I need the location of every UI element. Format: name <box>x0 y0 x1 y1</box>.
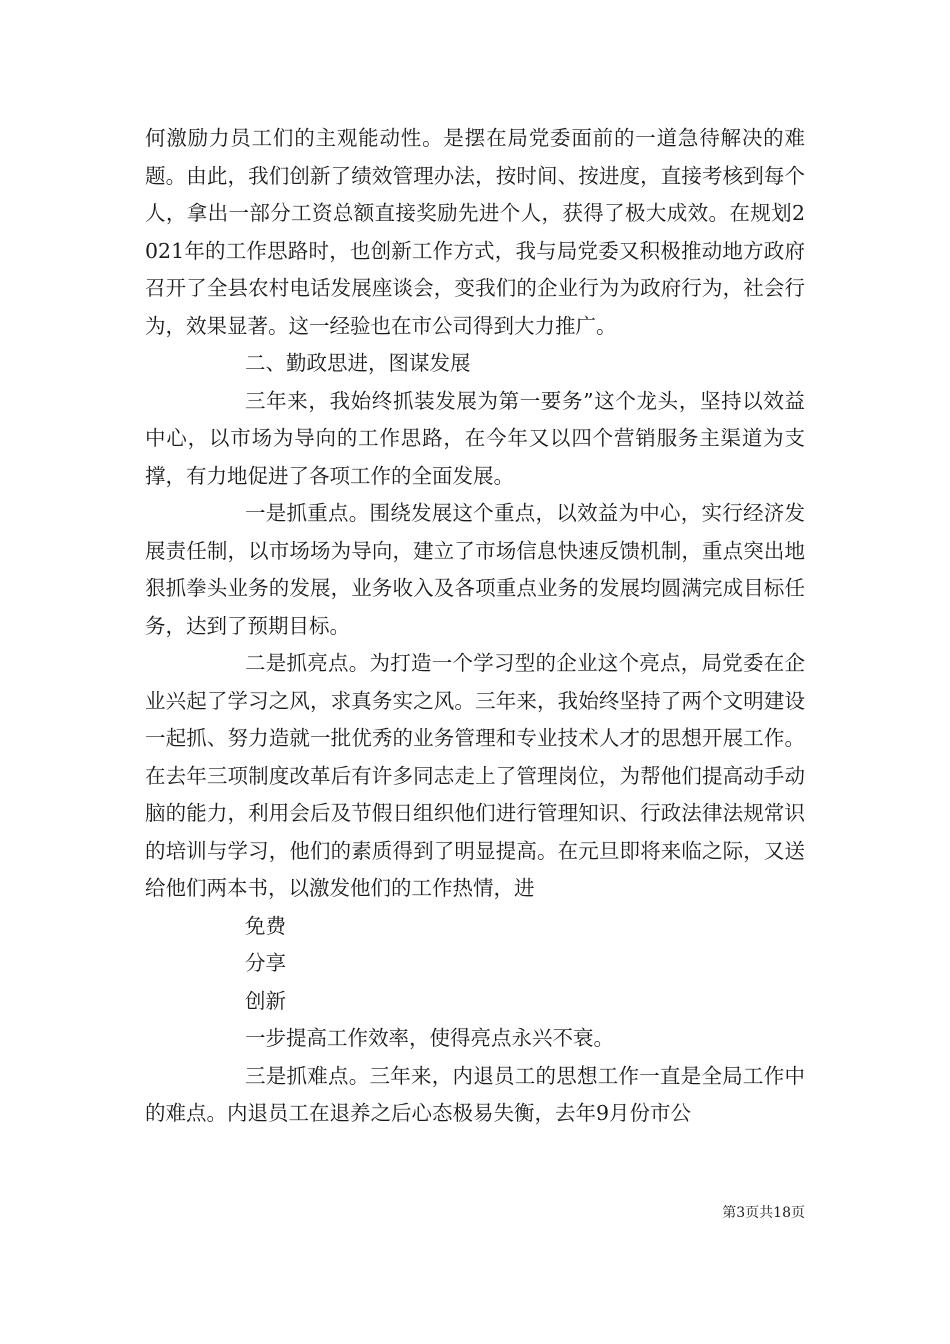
text-line-share: 分享 <box>245 951 286 975</box>
page-number-footer: 第3页共18页 <box>722 1205 805 1221</box>
paragraph-intro: 何激励力员工们的主观能动性。是摆在局党委面前的一道急待解决的难题。由此，我们创新了绩效管理办法，按时间、按进度，直接考核到每个人，拿出一部分工资总额直接奖励先进个人，获得了极大成效。在规划2021年的工作思路时，也创新工作方式，我与局党委又积极推动地方政府召开了全县农村电话发展座谈会，变我们的企业行为为政府行为，社会行为，效果显著。这一经验也在市公司得到大力推广。 <box>145 126 805 338</box>
text-line-innovate: 创新 <box>245 988 286 1013</box>
paragraph-difficulties: 三是抓难点。三年来，内退员工的思想工作一直是全局工作中的难点。内退员工在退养之后心态极易失衡，去年9月份市公 <box>145 1063 805 1125</box>
paragraph-key-points: 一是抓重点。围绕发展这个重点，以效益为中心，实行经济发展责任制，以市场场为导向，建立了市场信息快速反馈机制，重点突出地狠抓拳头业务的发展，业务收入及各项重点业务的发展均圆满完成目标任务，达到了预期目标。 <box>145 501 805 638</box>
text-line-continuation: 一步提高工作效率，使得亮点永兴不衰。 <box>245 1026 614 1050</box>
paragraph-highlights: 二是抓亮点。为打造一个学习型的企业这个亮点，局党委在企业兴起了学习之风，求真务实之风。三年来，我始终坚持了两个文明建设一起抓、努力造就一批优秀的业务管理和专业技术人才的思想开展工作。在去年三项制度改革后有许多同志走上了管理岗位，为帮他们提高动手动脑的能力，利用会后及节假日组织他们进行管理知识、行政法律法规常识的培训与学习，他们的素质得到了明显提高。在元旦即将来临之际，又送给他们两本书，以激发他们的工作热情，进 <box>145 651 805 900</box>
paragraph-development: 三年来，我始终抓装发展为第一要务”这个龙头，坚持以效益中心，以市场为导向的工作思路，在今年又以四个营销服务主渠道为支撑，有力地促进了各项工作的全面发展。 <box>145 388 805 488</box>
document-body <box>145 120 805 1133</box>
text-line-free: 免费 <box>245 913 286 938</box>
section-heading: 二、勤政思进，图谋发展 <box>245 351 471 375</box>
